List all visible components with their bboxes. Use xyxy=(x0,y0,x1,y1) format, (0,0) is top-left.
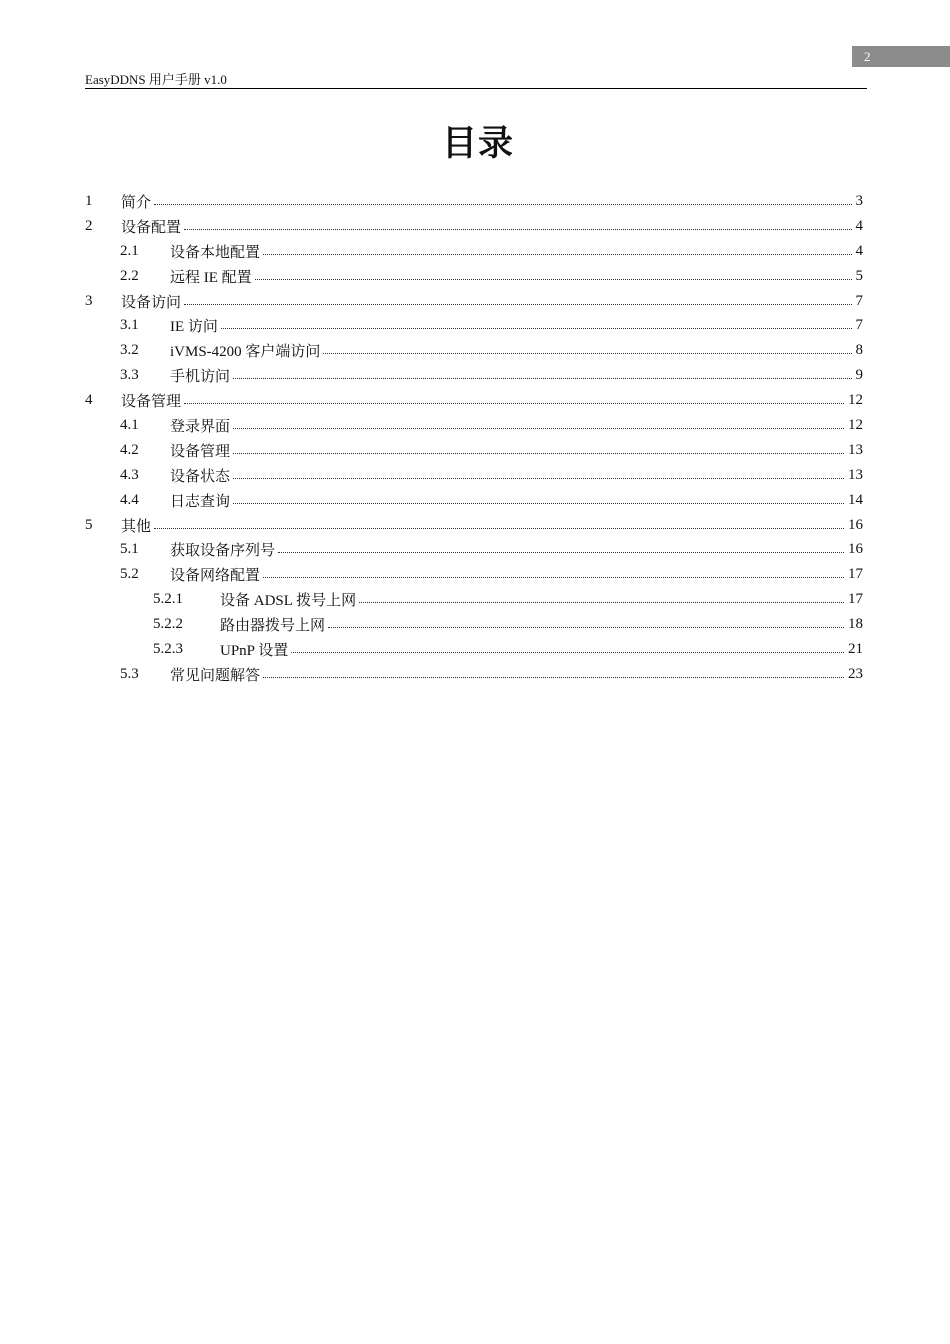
toc-entry-number: 4.1 xyxy=(120,416,139,433)
toc-entry-label: 获取设备序列号 xyxy=(170,543,276,560)
toc-entry-number: 5.2.1 xyxy=(153,591,183,608)
toc-entry[interactable] xyxy=(85,537,863,562)
toc-dot-leader xyxy=(255,279,852,280)
toc-entry-label: 设备状态 xyxy=(170,468,231,485)
toc-dot-leader xyxy=(233,503,844,504)
toc-entry-label: 简介 xyxy=(121,194,152,211)
toc-entry[interactable] xyxy=(85,289,863,314)
toc-entry-label: 设备配置 xyxy=(121,219,182,236)
toc-entry[interactable] xyxy=(85,338,863,363)
toc-entry-page: 13 xyxy=(848,466,863,483)
toc-entry-label: 手机访问 xyxy=(170,369,231,386)
toc-entry[interactable] xyxy=(85,587,863,612)
toc-entry-number: 2.2 xyxy=(120,267,139,284)
toc-entry-page: 3 xyxy=(855,192,863,209)
toc-entry-number: 2 xyxy=(85,217,93,234)
toc-dot-leader xyxy=(263,254,851,255)
toc-entry-page: 9 xyxy=(855,367,863,384)
toc-entry-number: 5.1 xyxy=(120,541,139,558)
toc-entry-number: 4.2 xyxy=(120,441,139,458)
toc-dot-leader xyxy=(328,627,844,628)
toc-dot-leader xyxy=(278,552,844,553)
page-number: 2 xyxy=(852,46,950,67)
toc-entry[interactable] xyxy=(85,488,863,513)
toc-entry-label: 设备管理 xyxy=(170,443,231,460)
toc-entry-number: 5.2.2 xyxy=(153,616,183,633)
toc-entry-page: 12 xyxy=(848,416,863,433)
toc-entry-page: 17 xyxy=(848,591,863,608)
toc-entry[interactable] xyxy=(85,612,863,637)
toc-entry-number: 3.1 xyxy=(120,317,139,334)
toc-entry-number: 4 xyxy=(85,392,93,409)
toc-entry-page: 4 xyxy=(855,217,863,234)
toc-entry-label: 设备 ADSL 拨号上网 xyxy=(220,593,357,610)
toc-entry-number: 4.4 xyxy=(120,491,139,508)
toc-entry-number: 2.1 xyxy=(120,242,139,259)
toc-entry[interactable] xyxy=(85,413,863,438)
toc-entry-label: UPnP 设置 xyxy=(220,642,289,659)
toc-dot-leader xyxy=(263,577,844,578)
toc-entry-number: 3 xyxy=(85,292,93,309)
toc-entry-number: 5.3 xyxy=(120,665,139,682)
toc-entry-label: iVMS-4200 客户端访问 xyxy=(170,344,321,361)
toc-entry-page: 7 xyxy=(855,292,863,309)
toc-entry-page: 17 xyxy=(848,566,863,583)
toc-entry-label: 日志查询 xyxy=(170,493,231,510)
toc-entry-label: 设备本地配置 xyxy=(170,244,261,261)
toc-dot-leader xyxy=(154,528,844,529)
toc-entry[interactable] xyxy=(85,239,863,264)
toc-entry-page: 12 xyxy=(848,392,863,409)
toc-dot-leader xyxy=(359,602,844,603)
toc-entry-page: 21 xyxy=(848,640,863,657)
toc-entry-label: 其他 xyxy=(121,518,152,535)
toc-entry-label: IE 访问 xyxy=(170,319,218,336)
toc-dot-leader xyxy=(233,428,844,429)
toc-dot-leader xyxy=(291,652,844,653)
toc-entry[interactable] xyxy=(85,363,863,388)
toc-dot-leader xyxy=(221,328,852,329)
toc-dot-leader xyxy=(154,204,851,205)
toc-entry[interactable] xyxy=(85,562,863,587)
toc-entry-label: 设备网络配置 xyxy=(170,568,261,585)
toc-entry[interactable] xyxy=(85,388,863,413)
toc-entry-number: 5.2 xyxy=(120,566,139,583)
toc-entry[interactable] xyxy=(85,313,863,338)
header-divider xyxy=(85,88,867,89)
toc-entry-page: 23 xyxy=(848,665,863,682)
toc-dot-leader xyxy=(233,453,844,454)
toc-entry-number: 3.3 xyxy=(120,367,139,384)
toc-entry-page: 4 xyxy=(855,242,863,259)
toc-entry[interactable] xyxy=(85,637,863,662)
toc-entry-label: 路由器拨号上网 xyxy=(220,618,326,635)
toc-dot-leader xyxy=(323,353,851,354)
toc-entry-page: 16 xyxy=(848,541,863,558)
toc-entry-page: 8 xyxy=(855,342,863,359)
toc-entry[interactable] xyxy=(85,662,863,687)
table-of-contents xyxy=(85,189,863,687)
toc-entry-number: 5 xyxy=(85,516,93,533)
toc-entry-number: 1 xyxy=(85,192,93,209)
toc-entry-number: 5.2.3 xyxy=(153,640,183,657)
toc-dot-leader xyxy=(184,304,851,305)
toc-entry-page: 5 xyxy=(855,267,863,284)
running-header: EasyDDNS 用户手册 v1.0 xyxy=(85,72,227,87)
toc-dot-leader xyxy=(263,677,844,678)
toc-dot-leader xyxy=(233,478,844,479)
toc-entry-page: 13 xyxy=(848,441,863,458)
toc-entry[interactable] xyxy=(85,513,863,538)
toc-entry[interactable] xyxy=(85,214,863,239)
toc-entry-page: 16 xyxy=(848,516,863,533)
toc-entry-label: 远程 IE 配置 xyxy=(170,269,252,286)
toc-entry-label: 设备访问 xyxy=(121,294,182,311)
toc-dot-leader xyxy=(184,403,844,404)
toc-entry-number: 3.2 xyxy=(120,342,139,359)
toc-title: 目录 xyxy=(441,124,514,164)
toc-entry-label: 常见问题解答 xyxy=(170,667,261,684)
toc-entry-page: 14 xyxy=(848,491,863,508)
toc-entry-label: 设备管理 xyxy=(121,394,182,411)
toc-entry-number: 4.3 xyxy=(120,466,139,483)
toc-entry[interactable] xyxy=(85,264,863,289)
toc-entry-page: 7 xyxy=(855,317,863,334)
toc-entry[interactable] xyxy=(85,463,863,488)
toc-dot-leader xyxy=(233,378,851,379)
toc-entry-page: 18 xyxy=(848,616,863,633)
toc-entry[interactable] xyxy=(85,189,863,214)
toc-dot-leader xyxy=(184,229,851,230)
toc-entry-label: 登录界面 xyxy=(170,418,231,435)
toc-entry[interactable] xyxy=(85,438,863,463)
